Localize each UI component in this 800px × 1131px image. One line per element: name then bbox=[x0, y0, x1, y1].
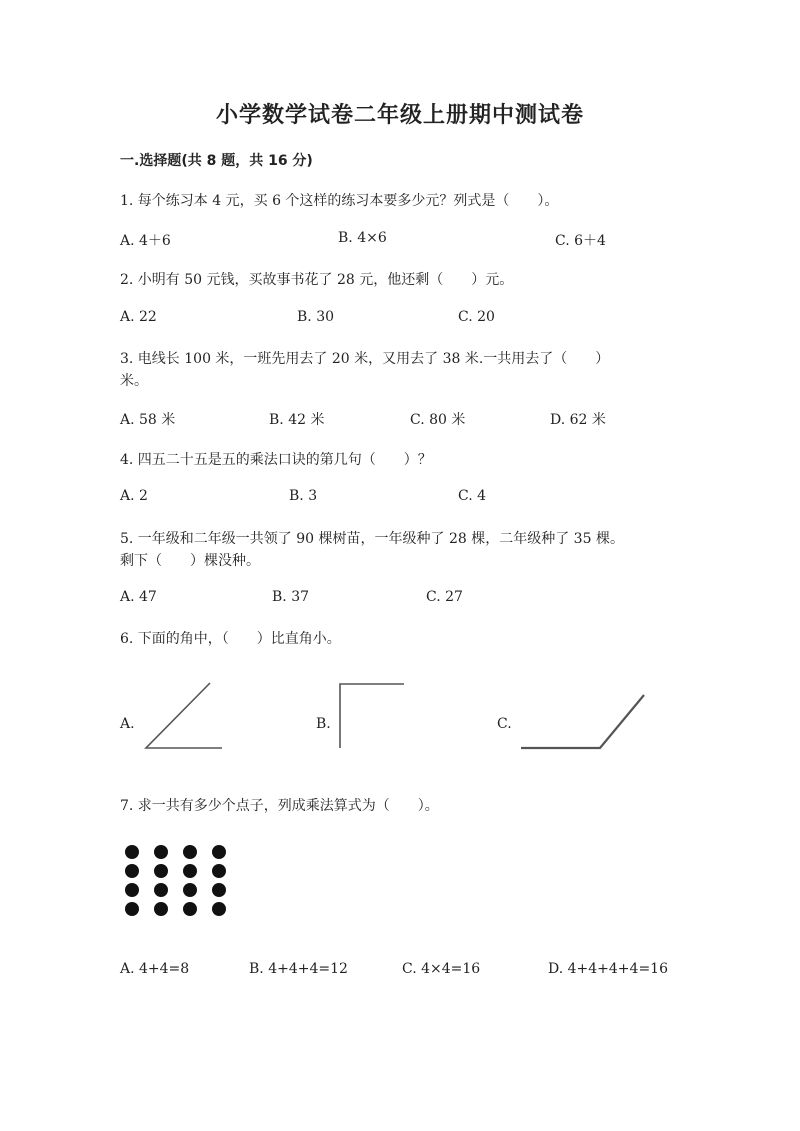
question-6-text: 6. 下面的角中，（ ）比直角小。 bbox=[120, 631, 341, 647]
question-1-option-b: B. 4×6 bbox=[338, 230, 387, 246]
question-7-option-c: C. 4×4=16 bbox=[402, 961, 481, 977]
question-5-option-b: B. 37 bbox=[272, 589, 310, 605]
question-3-text-line2: 米。 bbox=[120, 373, 148, 389]
question-1-text: 1. 每个练习本 4 元，买 6 个这样的练习本要多少元？列式是（ ）。 bbox=[120, 193, 559, 209]
dot bbox=[183, 864, 197, 878]
question-4-option-b: B. 3 bbox=[289, 488, 318, 504]
obtuse-angle-figure bbox=[518, 690, 650, 752]
dot bbox=[212, 902, 226, 916]
question-3-option-c: C. 80 米 bbox=[410, 412, 466, 428]
page-title: 小学数学试卷二年级上册期中测试卷 bbox=[215, 103, 584, 128]
dot bbox=[183, 883, 197, 897]
question-6-option-b: B. bbox=[316, 716, 331, 732]
question-7-option-d: D. 4+4+4+4=16 bbox=[548, 961, 668, 977]
dot bbox=[125, 864, 139, 878]
question-4-text: 4. 四五二十五是五的乘法口诀的第几句（ ）？ bbox=[120, 452, 432, 468]
dot bbox=[212, 845, 226, 859]
question-7-option-a: A. 4+4=8 bbox=[120, 961, 190, 977]
dot bbox=[125, 883, 139, 897]
question-6-option-a: A. bbox=[120, 716, 135, 732]
dot bbox=[154, 883, 168, 897]
question-3-option-a: A. 58 米 bbox=[120, 412, 176, 428]
section-heading: 一.选择题(共 8 题，共 16 分) bbox=[120, 153, 313, 169]
dot bbox=[212, 864, 226, 878]
question-4-option-c: C. 4 bbox=[458, 488, 487, 504]
question-2-text: 2. 小明有 50 元钱，买故事书花了 28 元，他还剩（ ）元。 bbox=[120, 272, 514, 288]
question-3-option-d: D. 62 米 bbox=[550, 412, 606, 428]
question-3-option-b: B. 42 米 bbox=[269, 412, 325, 428]
question-5-option-a: A. 47 bbox=[120, 589, 157, 605]
question-7-text: 7. 求一共有多少个点子，列成乘法算式为（ ）。 bbox=[120, 798, 439, 814]
question-3-text-line1: 3. 电线长 100 米，一班先用去了 20 米，又用去了 38 米.一共用去了（ ） bbox=[120, 351, 610, 367]
dot-grid-figure bbox=[120, 842, 230, 918]
question-1-option-c: C. 6＋4 bbox=[555, 233, 606, 249]
right-angle-figure bbox=[334, 678, 410, 750]
question-2-option-c: C. 20 bbox=[458, 309, 495, 325]
question-2-option-a: A. 22 bbox=[120, 309, 157, 325]
dot bbox=[183, 902, 197, 916]
dot bbox=[154, 902, 168, 916]
dot bbox=[125, 845, 139, 859]
question-4-option-a: A. 2 bbox=[120, 488, 148, 504]
question-5-text-line2: 剩下（ ）棵没种。 bbox=[120, 553, 260, 569]
dot bbox=[154, 845, 168, 859]
question-2-option-b: B. 30 bbox=[297, 309, 335, 325]
dot bbox=[125, 902, 139, 916]
dot bbox=[183, 845, 197, 859]
question-5-option-c: C. 27 bbox=[426, 589, 463, 605]
question-5-text-line1: 5. 一年级和二年级一共领了 90 棵树苗，一年级种了 28 棵，二年级种了 35 棵。 bbox=[120, 531, 624, 547]
question-1-option-a: A. 4＋6 bbox=[120, 233, 171, 249]
question-6-option-c: C. bbox=[497, 716, 512, 732]
question-7-option-b: B. 4+4+4=12 bbox=[249, 961, 348, 977]
dot bbox=[212, 883, 226, 897]
acute-angle-figure bbox=[140, 680, 230, 752]
dot bbox=[154, 864, 168, 878]
